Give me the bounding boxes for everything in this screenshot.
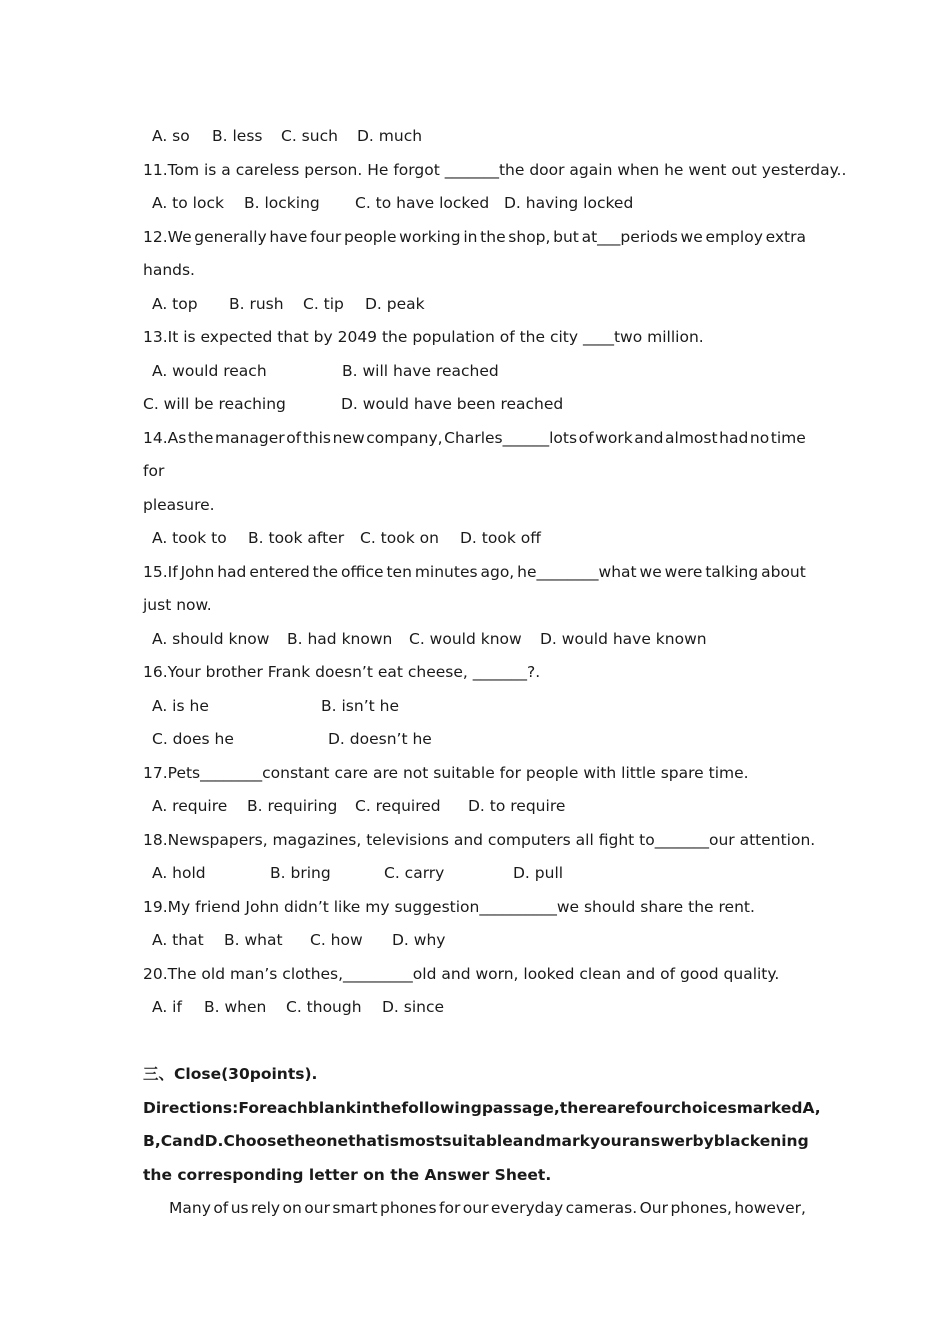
option-b: B. locking	[244, 194, 320, 212]
q15-options	[143, 623, 806, 657]
option-b: B. requiring	[247, 797, 338, 815]
option-d: D. would have been reached	[341, 395, 564, 413]
word: Choose	[223, 1132, 287, 1150]
word: he________what	[517, 562, 637, 581]
word: most	[398, 1132, 443, 1150]
directions-line-3: the corresponding letter on the Answer Sheet.	[143, 1165, 552, 1184]
word: people	[343, 227, 397, 246]
word: new	[332, 428, 365, 447]
word: we	[639, 562, 662, 581]
word: had	[719, 428, 749, 447]
word: at___periods	[581, 227, 678, 246]
q13-stem: 13.It is expected that by 2049 the population of the city ____two million.	[143, 328, 704, 346]
word: 14.As	[143, 428, 187, 447]
word: D.	[204, 1132, 224, 1150]
q20-options	[143, 991, 806, 1025]
word: have	[269, 227, 308, 246]
option-d: D. much	[357, 127, 423, 145]
option-a: A. require	[152, 797, 228, 815]
option-d: D. to require	[468, 797, 566, 815]
option-c: C. such	[281, 127, 338, 145]
word: shop,	[508, 227, 551, 246]
word: extra	[765, 227, 806, 246]
q19-options	[143, 924, 806, 958]
word: following	[401, 1098, 482, 1117]
word: Our	[639, 1199, 669, 1217]
word: in	[463, 227, 478, 246]
word: four	[635, 1098, 672, 1117]
section-gap	[143, 1025, 806, 1059]
word: rely	[251, 1199, 281, 1217]
word: one	[315, 1132, 349, 1150]
option-d: D. since	[382, 998, 445, 1016]
option-b: B. bring	[270, 864, 331, 882]
word: generally	[194, 227, 267, 246]
option-d: D. why	[392, 931, 446, 949]
word: Charles______lots	[444, 428, 578, 447]
word: 12.We	[143, 227, 192, 246]
q10-options	[143, 120, 806, 154]
q14-stem-continued: for	[143, 462, 165, 480]
word: each	[266, 1098, 308, 1117]
option-d: D. pull	[513, 864, 564, 882]
q12-options	[143, 288, 806, 322]
word: of	[286, 428, 302, 447]
q17-options	[143, 790, 806, 824]
word: four	[310, 227, 342, 246]
q17-stem: 17.Pets________constant care are not suitable for people with little spare time.	[143, 763, 749, 782]
option-c: C. does he	[152, 730, 234, 748]
q13-options-row2	[143, 388, 806, 422]
option-a: A. that	[152, 931, 204, 949]
option-b: B. what	[224, 931, 283, 949]
word: that	[348, 1132, 385, 1150]
word: were	[664, 562, 703, 581]
word: company,	[366, 428, 443, 447]
word: of	[213, 1199, 229, 1217]
word: there	[559, 1098, 607, 1117]
word: our	[462, 1199, 489, 1217]
q20-stem: 20.The old man’s clothes,_________old and worn, looked clean and of good quality.	[143, 964, 780, 983]
option-a: A. hold	[152, 864, 206, 882]
word: manager	[214, 428, 285, 447]
option-c: C. how	[310, 931, 363, 949]
word: your	[589, 1132, 630, 1150]
word: is	[384, 1132, 399, 1150]
q14-stem-continued-2: pleasure.	[143, 495, 215, 514]
passage-line-1	[143, 1192, 806, 1226]
word: but	[553, 227, 579, 246]
q15-stem-continued: just now.	[143, 596, 212, 614]
word: smart	[332, 1199, 378, 1217]
option-a: A. top	[152, 294, 198, 313]
option-b: B. rush	[229, 294, 284, 313]
word: suitable	[442, 1132, 513, 1150]
word: the	[286, 1132, 316, 1150]
q11-options	[143, 187, 806, 221]
word: entered	[249, 562, 310, 581]
option-a: A. is he	[152, 696, 209, 715]
word: about	[761, 562, 806, 581]
word: ago,	[480, 562, 515, 581]
word: Directions:	[143, 1098, 239, 1117]
q15-stem	[143, 556, 806, 590]
option-c: C. required	[355, 797, 441, 815]
section-title: 三、Close(30points).	[143, 1065, 318, 1083]
word: minutes	[414, 562, 478, 581]
word: phones	[379, 1199, 437, 1217]
option-c: C. tip	[303, 294, 344, 313]
word: we	[680, 227, 703, 246]
word: A,	[802, 1098, 821, 1117]
q16-options-row1	[143, 690, 806, 724]
option-d: D. doesn’t he	[328, 730, 432, 748]
q14-options	[143, 522, 806, 556]
directions-line-2	[143, 1125, 809, 1159]
option-a: A. to lock	[152, 194, 224, 212]
option-a: A. so	[152, 127, 190, 145]
word: John	[180, 562, 215, 581]
word: and	[172, 1132, 205, 1150]
option-c: C. though	[286, 998, 362, 1016]
word: mark	[545, 1132, 590, 1150]
word: marked	[736, 1098, 803, 1117]
directions-line-1	[143, 1092, 821, 1126]
option-c: C. will be reaching	[143, 395, 286, 413]
word: the	[372, 1098, 402, 1117]
word: for	[439, 1199, 461, 1217]
q18-stem: 18.Newspapers, magazines, televisions and computers all fight to_______our attention.	[143, 830, 816, 849]
word: this	[302, 428, 332, 447]
word: work	[595, 428, 633, 447]
word: are	[606, 1098, 636, 1117]
q14-stem	[143, 422, 806, 456]
option-c: C. to have locked	[355, 194, 490, 212]
option-d: D. having locked	[504, 194, 634, 212]
word: had	[217, 562, 247, 581]
option-b: B. took after	[248, 529, 345, 547]
word: phones,	[670, 1199, 732, 1217]
q16-options-row2	[143, 723, 806, 757]
option-d: D. peak	[365, 294, 425, 313]
q18-options	[143, 857, 806, 891]
word: ten	[386, 562, 412, 581]
word: For	[238, 1098, 267, 1117]
q12-stem	[143, 221, 806, 255]
word: us	[230, 1199, 249, 1217]
word: Many	[169, 1199, 211, 1217]
word: the	[187, 428, 214, 447]
word: blank	[307, 1098, 357, 1117]
option-d: D. would have known	[540, 629, 707, 648]
word: of	[578, 428, 594, 447]
word: on	[282, 1199, 302, 1217]
word: answer	[629, 1132, 693, 1150]
word: B,C	[143, 1132, 173, 1150]
q19-stem: 19.My friend John didn’t like my suggestion__________we should share the rent.	[143, 897, 755, 916]
q11-stem: 11.Tom is a careless person. He forgot _______the door again when he went out yesterday..	[143, 160, 847, 179]
word: almost	[665, 428, 718, 447]
word: and	[512, 1132, 546, 1150]
word: and	[634, 428, 664, 447]
word: however,	[734, 1199, 806, 1217]
q13-options-row1	[143, 355, 806, 389]
option-b: B. isn’t he	[321, 696, 399, 715]
word: talking	[705, 562, 759, 581]
word: by	[692, 1132, 714, 1150]
option-b: B. will have reached	[342, 361, 499, 380]
q12-stem-continued: hands.	[143, 261, 195, 279]
word: passage,	[481, 1098, 560, 1117]
option-c: C. would know	[409, 629, 522, 648]
word: the	[480, 227, 506, 246]
option-b: B. when	[204, 998, 267, 1016]
option-a: A. if	[152, 998, 182, 1016]
word: blackening	[713, 1132, 809, 1150]
word: time	[770, 428, 806, 447]
word: working	[399, 227, 461, 246]
option-a: A. took to	[152, 529, 227, 547]
word: 15.If	[143, 562, 178, 581]
word: employ	[705, 227, 763, 246]
exam-page	[143, 120, 847, 1226]
word: choices	[671, 1098, 737, 1117]
option-d: D. took off	[460, 529, 541, 547]
q16-stem: 16.Your brother Frank doesn’t eat cheese, _______?.	[143, 663, 541, 681]
option-b: B. had known	[287, 629, 393, 648]
option-a: A. would reach	[152, 361, 267, 380]
word: the	[312, 562, 339, 581]
word: office	[341, 562, 384, 581]
word: cameras.	[565, 1199, 638, 1217]
option-c: C. took on	[360, 529, 439, 547]
option-a: A. should know	[152, 629, 270, 648]
word: everyday	[490, 1199, 564, 1217]
option-b: B. less	[212, 127, 263, 145]
word: in	[356, 1098, 373, 1117]
word: our	[304, 1199, 330, 1217]
word: no	[749, 428, 770, 447]
option-c: C. carry	[384, 864, 445, 882]
